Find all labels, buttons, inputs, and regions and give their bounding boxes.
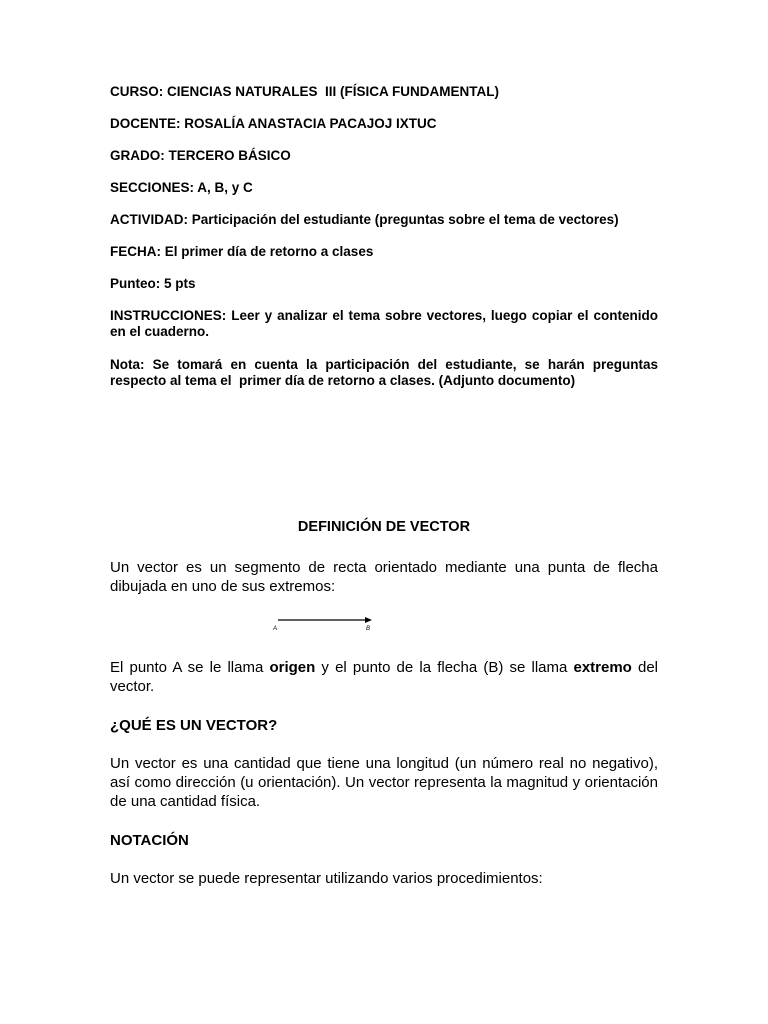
activity-line: ACTIVIDAD: Participación del estudiante (preguntas sobre el tema de vectores) — [110, 212, 619, 227]
arrowhead-icon — [365, 617, 372, 623]
instructions-line: INSTRUCCIONES: Leer y analizar el tema sobre vectores, luego copiar el contenido en el cuaderno. — [110, 308, 662, 339]
vector-arrow-diagram — [268, 612, 408, 636]
course-header — [110, 84, 662, 405]
extreme-term: extremo — [573, 659, 632, 676]
sections-line: SECCIONES: A, B, y C — [110, 180, 253, 195]
point-b-label: B — [366, 626, 371, 632]
origin-text-middle: y el punto de la flecha (B) se llama — [315, 659, 574, 676]
origin-extreme-text — [110, 658, 658, 696]
notation-title: NOTACIÓN — [110, 832, 189, 849]
what-is-vector-title: ¿QUÉ ES UN VECTOR? — [110, 717, 278, 734]
origin-text-start: El punto A se le llama — [110, 659, 270, 676]
teacher-line: DOCENTE: ROSALÍA ANASTACIA PACAJOJ IXTUC — [110, 116, 437, 131]
point-a-label: A — [273, 626, 278, 632]
note-line: Nota: Se tomará en cuenta la participación del estudiante, se harán preguntas respecto al tema el primer día de retorno a clases. (Adjunto documento) — [110, 357, 662, 388]
origin-term: origen — [269, 659, 316, 676]
vector-figure — [110, 612, 658, 636]
document-body — [110, 518, 658, 908]
grade-line: GRADO: TERCERO BÁSICO — [110, 148, 291, 163]
definition-title: DEFINICIÓN DE VECTOR — [297, 519, 471, 535]
date-line: FECHA: El primer día de retorno a clases — [110, 244, 374, 259]
notation-text: Un vector se puede representar utilizando varios procedimientos: — [110, 870, 543, 887]
course-line: CURSO: CIENCIAS NATURALES III (FÍSICA FUNDAMENTAL) — [110, 84, 499, 99]
origin-text-end: del vector. — [110, 659, 659, 695]
definition-text: Un vector es un segmento de recta orientado mediante una punta de flecha dibujada en uno de sus extremos: — [110, 559, 658, 595]
what-is-vector-text: Un vector es una cantidad que tiene una longitud (un número real no negativo), así como dirección (u orientación). Un vector representa la magnitud y orientación de una cantidad física. — [110, 755, 658, 810]
score-line: Punteo: 5 pts — [110, 276, 196, 291]
